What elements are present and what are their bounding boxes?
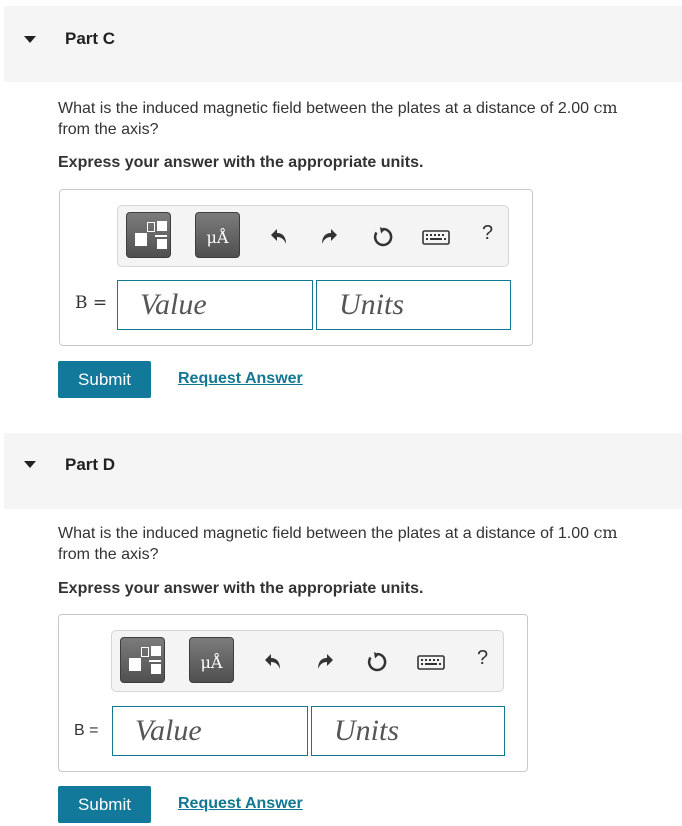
keyboard-icon[interactable] xyxy=(422,225,450,249)
value-input[interactable]: Value xyxy=(112,706,308,756)
undo-icon[interactable] xyxy=(266,225,290,249)
question-text: What is the induced magnetic field between the plates at a distance of 2.00 cm from the axis? xyxy=(58,98,618,138)
part-title: Part D xyxy=(65,455,116,474)
templates-button[interactable] xyxy=(120,637,165,683)
question-text: What is the induced magnetic field between the plates at a distance of 1.00 cm from the axis? xyxy=(58,523,618,563)
templates-button[interactable] xyxy=(126,212,171,258)
collapse-caret-icon[interactable] xyxy=(24,36,36,43)
redo-icon[interactable] xyxy=(318,225,342,249)
part-title: Part C xyxy=(65,29,116,48)
instruction-text: Express your answer with the appropriate units. xyxy=(58,580,424,597)
math-toolbar xyxy=(117,205,509,267)
answer-box xyxy=(58,614,528,772)
answer-box xyxy=(59,189,533,346)
undo-icon[interactable] xyxy=(260,650,284,674)
redo-icon[interactable] xyxy=(314,650,338,674)
units-button[interactable]: μÅ xyxy=(189,637,234,683)
units-input[interactable]: Units xyxy=(316,280,511,330)
question-unit: cm xyxy=(593,98,618,117)
submit-button[interactable]: Submit xyxy=(58,786,151,823)
help-button[interactable]: ? xyxy=(482,222,494,244)
value-input[interactable]: Value xyxy=(117,280,313,330)
math-toolbar xyxy=(111,630,504,692)
collapse-caret-icon[interactable] xyxy=(24,461,36,468)
reset-icon[interactable] xyxy=(365,650,389,674)
units-button[interactable]: μÅ xyxy=(195,212,240,258)
reset-icon[interactable] xyxy=(371,225,395,249)
keyboard-icon[interactable] xyxy=(417,650,445,674)
request-answer-link[interactable]: Request Answer xyxy=(178,795,303,812)
units-input[interactable]: Units xyxy=(311,706,505,756)
submit-button[interactable]: Submit xyxy=(58,361,151,398)
part-d-header[interactable] xyxy=(4,433,682,509)
question-unit: cm xyxy=(593,523,618,542)
instruction-text: Express your answer with the appropriate units. xyxy=(58,154,424,171)
help-button[interactable]: ? xyxy=(477,647,489,669)
request-answer-link[interactable]: Request Answer xyxy=(178,370,303,387)
variable-label: B = xyxy=(74,722,99,739)
variable-label: B = xyxy=(75,293,108,313)
part-c-header[interactable] xyxy=(4,6,682,82)
